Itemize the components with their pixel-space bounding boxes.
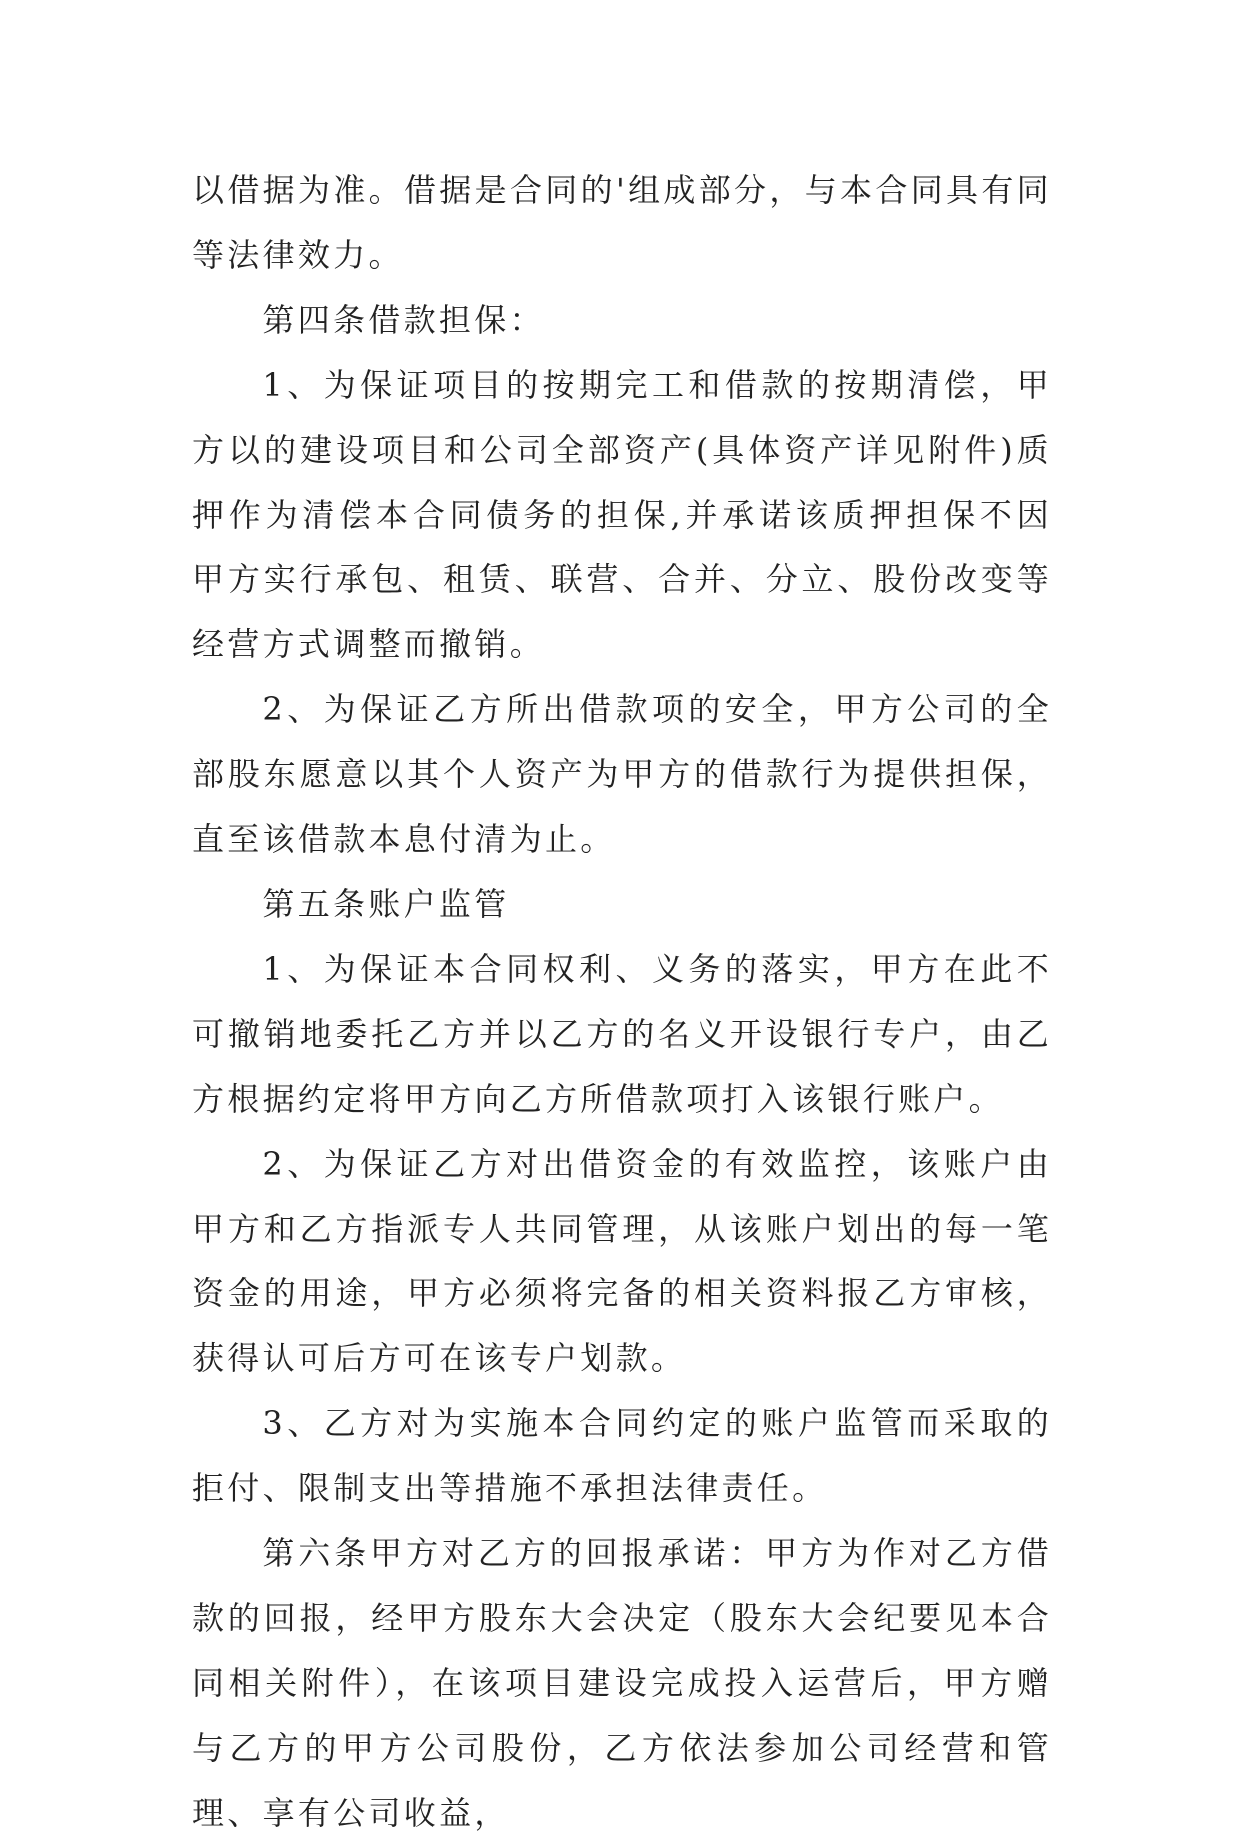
article-5-heading: 第五条账户监管 (262, 884, 510, 923)
article-4-clause-2: 2、为保证乙方所出借款项的安全，甲方公司的全部股东愿意以其个人资产为甲方的借款行为提供担保，直至该借款本息付清为止。 (192, 690, 1052, 859)
article-5-clause-1: 1、为保证本合同权利、义务的落实，甲方在此不可撤销地委托乙方并以乙方的名义开设银行专户，由乙方根据约定将甲方向乙方所借款项打入该银行账户。 (192, 949, 1052, 1118)
article-6-paragraph: 第六条甲方对乙方的回报承诺：甲方为作对乙方借款的回报，经甲方股东大会决定（股东大会纪要见本合同相关附件），在该项目建设完成投入运营后，甲方赠与乙方的甲方公司股份，乙方依法参加公司经营和管理、享有公司收益， (192, 1534, 1052, 1832)
article-5-clause-2: 2、为保证乙方对出借资金的有效监控，该账户由甲方和乙方指派专人共同管理，从该账户划出的每一笔资金的用途，甲方必须将完备的相关资料报乙方审核，获得认可后方可在该专户划款。 (192, 1144, 1052, 1378)
article-4-clause-1: 1、为保证项目的按期完工和借款的按期清偿，甲方以的建设项目和公司全部资产(具体资产详见附件)质押作为清偿本合同债务的担保,并承诺该质押担保不因甲方实行承包、租赁、联营、合并、分立、股份改变等经营方式调整而撤销。 (192, 365, 1052, 664)
document-body (192, 158, 1052, 1846)
paragraph-continuation: 以借据为准。借据是合同的'组成部分，与本合同具有同等法律效力。 (192, 171, 1052, 274)
article-4-heading: 第四条借款担保： (262, 300, 545, 339)
article-5-clause-3: 3、乙方对为实施本合同约定的账户监管而采取的拒付、限制支出等措施不承担法律责任。 (192, 1404, 1052, 1508)
